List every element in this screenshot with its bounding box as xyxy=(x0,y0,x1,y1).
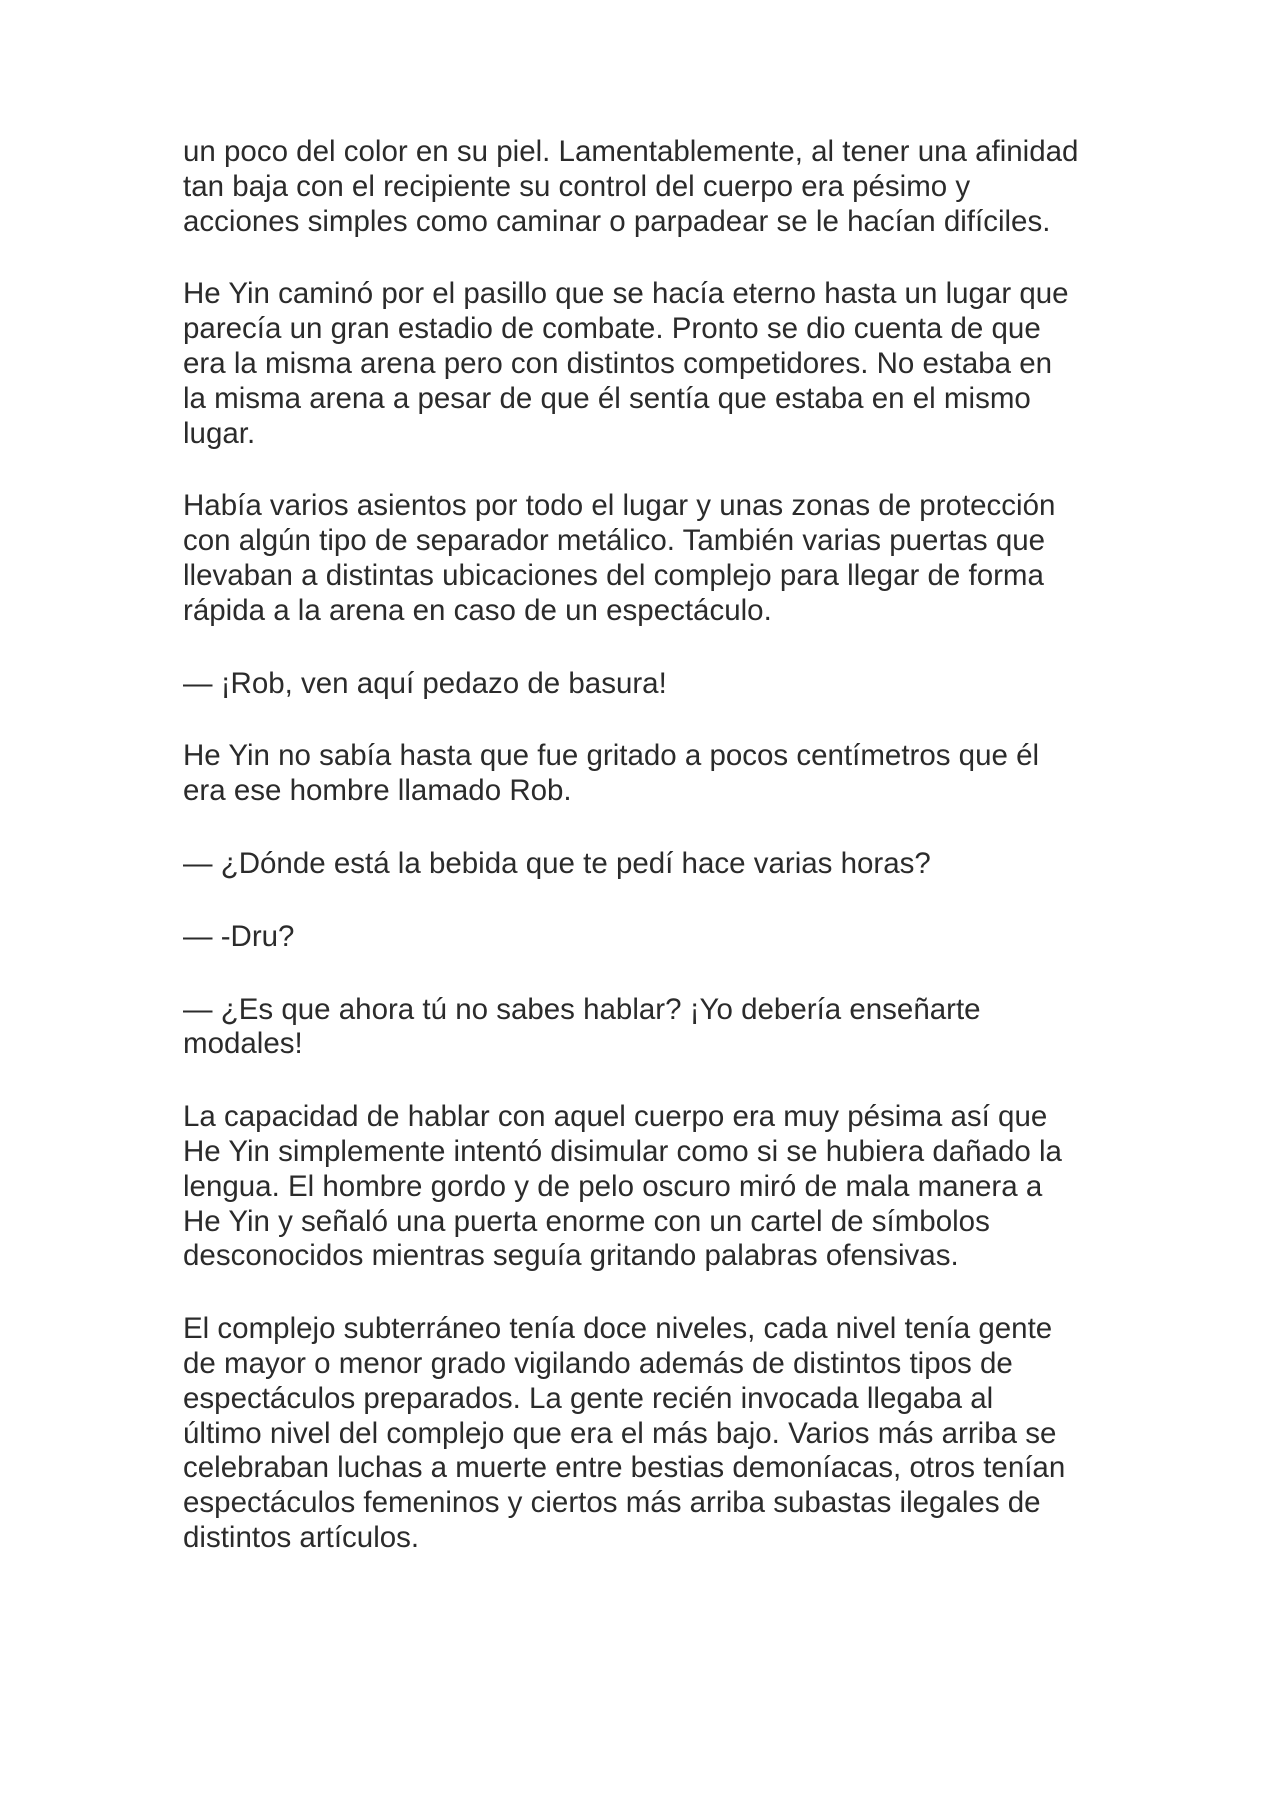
paragraph: He Yin caminó por el pasillo que se hacía eterno hasta un lugar que parecía un gran estadio de combate. Pronto se dio cuenta de que era la misma arena pero con distintos competidores. No estaba en la misma arena a pesar de que él sentía que estaba en el mismo lugar. xyxy=(183,277,1069,450)
paragraph: He Yin no sabía hasta que fue gritado a pocos centímetros que él era ese hombre llamado Rob. xyxy=(183,739,1040,808)
dialogue-line: — ¿Dónde está la bebida que te pedí hace varias horas? xyxy=(183,846,931,880)
paragraph: La capacidad de hablar con aquel cuerpo era muy pésima así que He Yin simplemente intentó disimular como si se hubiera dañado la lengua. El hombre gordo y de pelo oscuro miró de mala manera a He Yin y señaló una puerta enorme con un cartel de símbolos desconocidos mientras seguía gritando palabras ofensivas. xyxy=(183,1100,1062,1273)
dialogue-line: — -Dru? xyxy=(183,919,295,953)
dialogue-line: — ¿Es que ahora tú no sabes hablar? ¡Yo debería enseñarte modales! xyxy=(183,992,981,1061)
paragraph: un poco del color en su piel. Lamentablemente, al tener una afinidad tan baja con el recipiente su control del cuerpo era pésimo y acciones simples como caminar o parpadear se le hacían difíciles. xyxy=(183,135,1079,238)
paragraph: Había varios asientos por todo el lugar y unas zonas de protección con algún tipo de separador metálico. También varias puertas que llevaban a distintas ubicaciones del complejo para llegar de forma rápida a la arena en caso de un espectáculo. xyxy=(183,489,1056,627)
dialogue-line: — ¡Rob, ven aquí pedazo de basura! xyxy=(183,666,667,700)
paragraph: El complejo subterráneo tenía doce niveles, cada nivel tenía gente de mayor o menor grado vigilando además de distintos tipos de espectáculos preparados. La gente recién invocada llegaba al último nivel del complejo que era el más bajo. Varios más arriba se celebraban luchas a muerte entre bestias demoníacas, otros tenían espectáculos femeninos y ciertos más arriba subastas ilegales de distintos artículos. xyxy=(183,1312,1066,1554)
document-page xyxy=(183,135,1113,1594)
